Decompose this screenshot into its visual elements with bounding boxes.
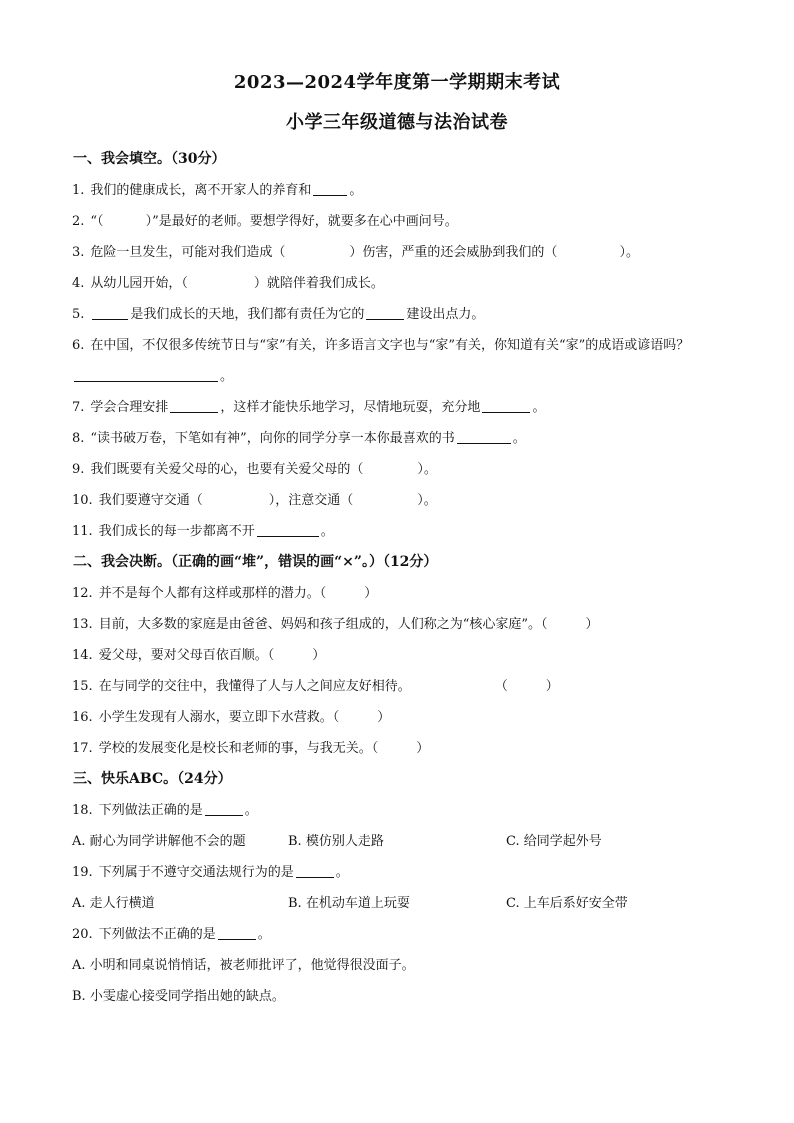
answer-blank[interactable] <box>218 925 256 940</box>
question-number: 11. <box>72 524 93 539</box>
question-16 <box>72 702 722 733</box>
exam-subtitle: 小学三年级道德与法治试卷 <box>286 112 508 133</box>
question-number: 2. <box>72 214 85 229</box>
question-1 <box>72 175 722 206</box>
exam-title: 2023—2024学年度第一学期期末考试 <box>233 72 561 93</box>
section-heading-true-false: 二、我会决断。（正确的画“堆”，错误的画“×”。）（12分） <box>73 554 438 570</box>
question-text: ，这样才能快乐地学习，尽情地玩耍，充分地 <box>220 400 481 415</box>
question-number: 6. <box>72 338 85 353</box>
question-text: ）就陪伴着我们成长。 <box>253 276 384 291</box>
answer-blank[interactable] <box>170 398 218 413</box>
question-text: 我们的健康成长，离不开家人的养育和 <box>90 183 312 198</box>
question-number: 18. <box>72 803 93 818</box>
question-punct: 。 <box>244 803 258 818</box>
option-c[interactable]: C. 给同学起外号 <box>506 834 602 849</box>
question-19-options <box>72 888 722 919</box>
question-10 <box>72 485 722 516</box>
question-12 <box>72 578 722 609</box>
question-20 <box>72 919 722 950</box>
question-number: 1. <box>72 183 85 198</box>
question-text: 小学生发现有人溺水，要立即下水营救。（ <box>98 710 340 725</box>
question-14 <box>72 640 722 671</box>
question-punct: ） <box>364 586 378 601</box>
answer-blank[interactable] <box>296 863 334 878</box>
question-17 <box>72 733 722 764</box>
question-text: 建设出点力。 <box>406 307 485 322</box>
question-text: 我们成长的每一步都离不开 <box>98 524 255 539</box>
answer-blank[interactable] <box>482 398 530 413</box>
answer-blank[interactable] <box>74 367 218 382</box>
option-b[interactable]: B. 在机动车道上玩耍 <box>288 896 410 911</box>
question-13 <box>72 609 722 640</box>
question-punct: 。 <box>220 369 234 384</box>
question-text: “（ <box>90 214 104 229</box>
answer-blank[interactable] <box>457 429 511 444</box>
question-text: 学会合理安排 <box>90 400 169 415</box>
question-punct: ） <box>377 710 391 725</box>
option-a[interactable]: A. 耐心为同学讲解他不会的题 <box>72 834 246 849</box>
question-punct: 。 <box>532 400 546 415</box>
question-number: 14. <box>72 648 93 663</box>
question-punct: 。 <box>512 431 526 446</box>
question-8 <box>72 423 722 454</box>
option-b[interactable]: B. 模仿别人走路 <box>288 834 384 849</box>
answer-blank[interactable] <box>366 305 404 320</box>
question-text: ）”是最好的老师。要想学得好，就要多在心中画问号。 <box>145 214 458 229</box>
option-c[interactable]: C. 上车后系好安全带 <box>506 896 628 911</box>
question-punct: ） <box>585 617 599 632</box>
question-text: “读书破万卷，下笔如有神”，向你的同学分享一本你最喜欢的书 <box>90 431 455 446</box>
question-number: 20. <box>72 927 93 942</box>
question-punct: （ <box>494 679 508 694</box>
question-6 <box>72 330 722 392</box>
question-number: 9. <box>72 462 85 477</box>
answer-blank[interactable] <box>92 305 128 320</box>
question-9 <box>72 454 722 485</box>
question-text: 并不是每个人都有这样或那样的潜力。（ <box>98 586 327 601</box>
option-b[interactable]: B. 小雯虚心接受同学指出她的缺点。 <box>72 989 285 1004</box>
question-text: 下列做法正确的是 <box>98 803 203 818</box>
question-text: ）伤害，严重的还会威胁到我们的（ <box>349 245 558 260</box>
question-7 <box>72 392 722 423</box>
section-heading-multiple-choice: 三、快乐ABC。（24分） <box>73 771 232 787</box>
question-number: 10. <box>72 493 93 508</box>
question-punct: ） <box>545 679 559 694</box>
question-punct: ） <box>312 648 326 663</box>
question-text: 学校的发展变化是校长和老师的事，与我无关。（ <box>98 741 379 756</box>
question-punct: ） <box>416 741 430 756</box>
question-punct: 。 <box>335 865 349 880</box>
question-number: 5. <box>72 307 85 322</box>
question-text: 我们既要有关爱父母的心，也要有关爱父母的（ <box>90 462 364 477</box>
question-number: 16. <box>72 710 93 725</box>
question-text: ），注意交通（ <box>268 493 354 508</box>
question-number: 13. <box>72 617 93 632</box>
question-text: 危险一旦发生，可能对我们造成（ <box>90 245 286 260</box>
question-text: 在中国，不仅很多传统节日与“家”有关，许多语言文字也与“家”有关，你知道有关“家”的成语或谚语吗？ <box>90 338 690 353</box>
question-number: 7. <box>72 400 85 415</box>
section-heading-fill-blank: 一、我会填空。（30分） <box>73 151 226 167</box>
question-18 <box>72 795 722 826</box>
answer-blank[interactable] <box>313 181 347 196</box>
question-text: 下列做法不正确的是 <box>98 927 216 942</box>
question-4 <box>72 268 722 299</box>
question-text: 从幼儿园开始，（ <box>90 276 188 291</box>
option-a[interactable]: A. 小明和同桌说悄悄话，被老师批评了，他觉得很没面子。 <box>72 958 415 973</box>
question-punct: ）。 <box>417 493 437 508</box>
question-11 <box>72 516 722 547</box>
question-number: 17. <box>72 741 93 756</box>
question-punct: ）。 <box>619 245 639 260</box>
option-a[interactable]: A. 走人行横道 <box>72 896 155 911</box>
question-punct: 。 <box>349 183 363 198</box>
question-text: 下列属于不遵守交通法规行为的是 <box>98 865 294 880</box>
question-5 <box>72 299 722 330</box>
question-punct: 。 <box>320 524 334 539</box>
question-text: 爱父母，要对父母百依百顺。（ <box>98 648 275 663</box>
question-punct: 。 <box>257 927 271 942</box>
question-text: 目前，大多数的家庭是由爸爸、妈妈和孩子组成的，人们称之为“核心家庭”。（ <box>98 617 548 632</box>
question-punct: ）。 <box>417 462 437 477</box>
question-text: 是我们成长的天地，我们都有责任为它的 <box>130 307 365 322</box>
answer-blank[interactable] <box>257 522 319 537</box>
question-2 <box>72 206 722 237</box>
question-3 <box>72 237 722 268</box>
question-number: 3. <box>72 245 85 260</box>
question-15 <box>72 671 722 702</box>
question-number: 12. <box>72 586 93 601</box>
question-18-options <box>72 826 722 857</box>
question-number: 4. <box>72 276 85 291</box>
question-text: 在与同学的交往中，我懂得了人与人之间应友好相待。 <box>98 679 411 694</box>
answer-blank[interactable] <box>205 801 243 816</box>
question-number: 19. <box>72 865 93 880</box>
question-text: 我们要遵守交通（ <box>98 493 203 508</box>
question-number: 15. <box>72 679 93 694</box>
question-19 <box>72 857 722 888</box>
question-number: 8. <box>72 431 85 446</box>
